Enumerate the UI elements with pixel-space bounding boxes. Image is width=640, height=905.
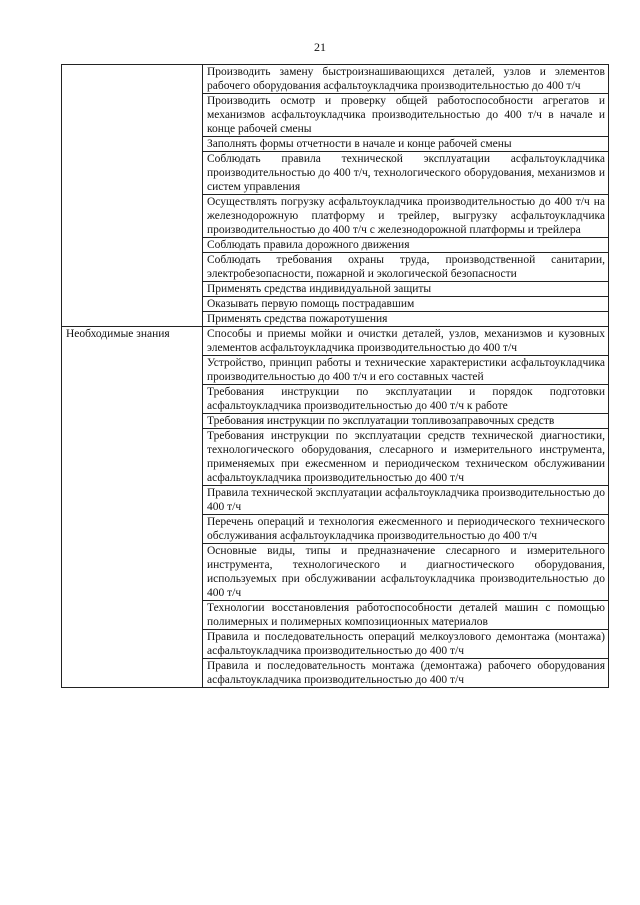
- requirement-item: Основные виды, типы и предназначение слесарного и измерительного инструмента, технологического и диагностического оборудования, используемых при обслуживании асфальтоукладчика производительностью до 400 т/ч: [203, 544, 609, 601]
- requirement-item: Оказывать первую помощь пострадавшим: [203, 297, 609, 312]
- section-label-cell: Необходимые знания: [62, 327, 203, 688]
- requirement-item: Применять средства индивидуальной защиты: [203, 282, 609, 297]
- requirement-item: Применять средства пожаротушения: [203, 312, 609, 327]
- requirement-item: Технологии восстановления работоспособности деталей машин с помощью полимерных и полимерных композиционных материалов: [203, 601, 609, 630]
- page-number: 21: [314, 40, 326, 54]
- requirement-item: Соблюдать требования охраны труда, производственной санитарии, электробезопасности, пожарной и экологической безопасности: [203, 253, 609, 282]
- requirement-item: Способы и приемы мойки и очистки деталей, узлов, механизмов и кузовных элементов асфальтоукладчика производительностью до 400 т/ч: [203, 327, 609, 356]
- requirement-item: Перечень операций и технология ежесменного и периодического технического обслуживания асфальтоукладчика производительностью до 400 т/ч: [203, 515, 609, 544]
- requirement-item: Правила технической эксплуатации асфальтоукладчика производительностью до 400 т/ч: [203, 486, 609, 515]
- requirement-item: Требования инструкции по эксплуатации и порядок подготовки асфальтоукладчика производительностью до 400 т/ч к работе: [203, 385, 609, 414]
- requirement-item: Требования инструкции по эксплуатации средств технической диагностики, технологического оборудования, слесарного и измерительного инструмента, применяемых при ежесменном и периодическом техническом обслуживании асфальтоукладчика производительностью до 400 т/ч: [203, 429, 609, 486]
- requirement-item: Производить замену быстроизнашивающихся деталей, узлов и элементов рабочего оборудования асфальтоукладчика производительностью до 400 т/ч: [203, 65, 609, 94]
- requirement-item: Устройство, принцип работы и технические характеристики асфальтоукладчика производительностью до 400 т/ч и его составных частей: [203, 356, 609, 385]
- section-label-cell: [62, 65, 203, 327]
- table-row: [62, 327, 609, 356]
- requirement-item: Правила и последовательность монтажа (демонтажа) рабочего оборудования асфальтоукладчика производительностью до 400 т/ч: [203, 659, 609, 688]
- requirement-item: Правила и последовательность операций мелкоузлового демонтажа (монтажа) асфальтоукладчика производительностью до 400 т/ч: [203, 630, 609, 659]
- table-row: [62, 65, 609, 94]
- requirement-item: Заполнять формы отчетности в начале и конце рабочей смены: [203, 137, 609, 152]
- requirement-item: Производить осмотр и проверку общей работоспособности агрегатов и механизмов асфальтоукладчика производительностью до 400 т/ч в начале и конце рабочей смены: [203, 94, 609, 137]
- requirement-item: Требования инструкции по эксплуатации топливозаправочных средств: [203, 414, 609, 429]
- requirement-item: Соблюдать правила дорожного движения: [203, 238, 609, 253]
- requirement-item: Соблюдать правила технической эксплуатации асфальтоукладчика производительностью до 400 т/ч, технологического оборудования, механизмов и систем управления: [203, 152, 609, 195]
- requirement-item: Осуществлять погрузку асфальтоукладчика производительностью до 400 т/ч на железнодорожную платформу и трейлер, выгрузку асфальтоукладчика производительностью до 400 т/ч с железнодорожной платформы и трейлера: [203, 195, 609, 238]
- requirements-table: [61, 64, 609, 688]
